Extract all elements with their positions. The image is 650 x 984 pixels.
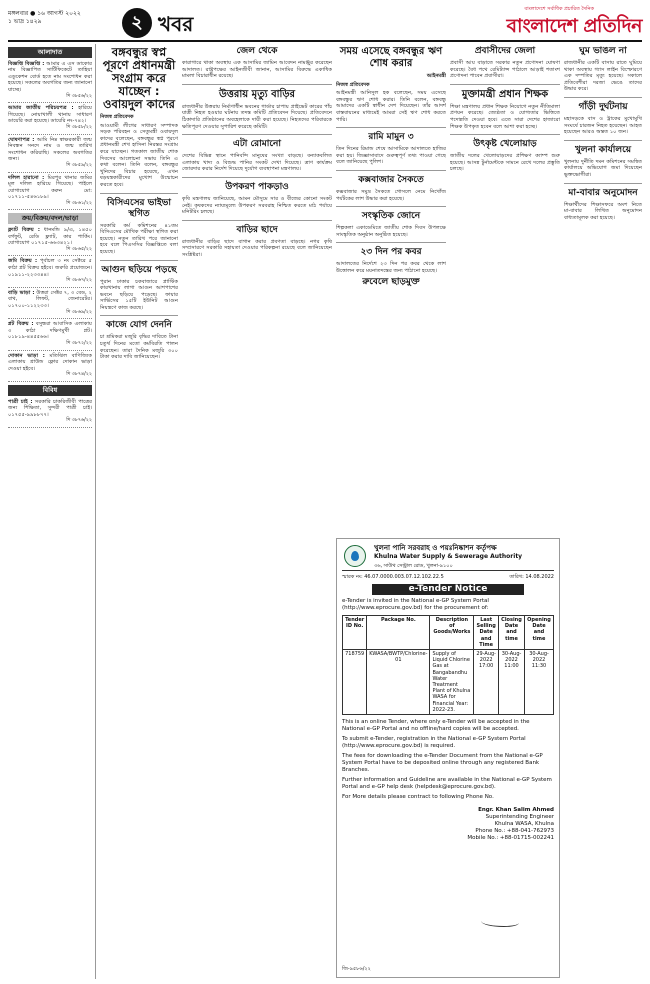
divider (336, 127, 446, 128)
article-body: আদালতের নির্দেশে ২৩ দিন পর কবর থেকে লাশ উত্তোলন করে ময়নাতদন্তের জন্য পাঠানো হয়েছে। (336, 261, 446, 274)
signer-agency: Khulna WASA, Khulna (494, 821, 554, 828)
tender-notice (336, 538, 560, 978)
tender-signature-block (342, 807, 554, 842)
article-body: কারাগারে থাকা অবস্থায় এক আসামির জামিন আবেদন নামঞ্জুর করেছেন আদালত। রাষ্ট্রপক্ষের আইনজীবী জানান, আসামির বিরুদ্ধে একাধিক মামলা বিচারাধীন রয়েছে। (182, 60, 332, 80)
header-rule (8, 40, 642, 42)
divider (450, 134, 560, 135)
date-gregorian: মঙ্গলবার ● ১৬ আগস্ট ২০২২ (8, 10, 81, 17)
divider (450, 84, 560, 85)
divider (182, 220, 332, 221)
tender-paragraph: The fees for downloading the e-Tender Document from the National e-GP System Portal have to be deposited online through any registered Bank Branches. (342, 753, 543, 774)
divider (564, 140, 642, 141)
headline: বাড়ির ছাদে (236, 224, 278, 235)
article-body: শিল্পকলা একাডেমিতে জাতীয় শোক দিবস উপলক্ষে সাংস্কৃতিক অনুষ্ঠান অনুষ্ঠিত হয়েছে। (336, 225, 446, 238)
news-column-e (450, 44, 560, 534)
news-column-f (564, 44, 642, 979)
headline: মা-বাবার অনুমোদন (568, 187, 638, 198)
classified-entry: ফ্ল্যাট বিক্রয় : ধানমন্ডি ৯/এ, ১৪৫০ বর্গফুট, রেডি ফ্ল্যাট, কার পার্কিং। যোগাযোগ ০১৭১৫-৬৬৩৪২১। দি ৩৮৬৫/২২ (8, 227, 92, 256)
headline: সংস্কৃতিক জোনে (361, 211, 421, 222)
headline: মুক্তামন্ত্রী প্রধান শিক্ষক (461, 88, 549, 100)
headline: জেল থেকে (236, 46, 278, 56)
article-body: শিক্ষার্থীদের শিক্ষাসফরে অংশ নিতে মা-বাবার লিখিত অনুমোদন বাধ্যতামূলক করা হয়েছে। (564, 201, 642, 221)
tender-paragraph: Further information and Guideline are available in the National e-GP System Portal and e-GP help desk (helpdesk@eprocure.gov.bd). (342, 777, 552, 791)
signer-designation: Superintending Engineer (485, 814, 554, 821)
article-body: আইনমন্ত্রী আনিসুল হক বলেছেন, সময় এসেছে বঙ্গবন্ধুর ঋণ শোধ করার। তিনি বলেন, বঙ্গবন্ধু আমাদের একটি স্বাধীন দেশ দিয়েছেন। তাঁর আদর্শ বাস্তবায়নের মাধ্যমেই আমরা সেই ঋণ শোধ করতে পারি। (336, 90, 446, 123)
divider (336, 206, 446, 207)
headline: ২৩ দিন পর কবর (360, 247, 422, 258)
article-body: রাজধানীর বাড়ির ছাদে বাগান করার প্রবণতা বাড়ছে। নগর কৃষি সম্প্রসারণে সরকারি সহায়তা দেওয়ার পরিকল্পনা রয়েছে বলে জানিয়েছেন সংশ্লিষ্টরা। (182, 238, 332, 258)
org-address: ৩৬, সাউথ সেন্ট্রাল রোড, খুলনা-৯১০০ (374, 563, 453, 569)
signer-name: Engr. Khan Salim Ahmed (478, 807, 554, 814)
article-body: জাতীয় দলের খেলোয়াড়দের প্রশিক্ষণ ক্যাম্প শুরু হয়েছে। আসন্ন টুর্নামেন্টকে সামনে রেখে দলের প্রস্তুতি চলছে। (450, 153, 560, 173)
headline: এটা রোমানো (233, 139, 281, 150)
column-header: Last Selling Date and Time (474, 616, 499, 650)
classified-entry: পাত্রী চাই : সরকারি চাকরিজীবী পাত্রের জন্য শিক্ষিতা, সুন্দরী পাত্রী চাই। ০১৭৫৫-৯৯৮৮৭৭। দি ৩৮৭৬/২২ (8, 399, 92, 428)
table-cell: 30-Aug-2022 11:00 (499, 650, 525, 715)
headline: উপকরণ পাকড়াও (225, 181, 289, 192)
tender-header (342, 543, 554, 571)
memo-number: স্মারক নং: 46.07.0000.003.07.12.102.22.5 (342, 574, 444, 580)
tender-title: e-Tender Notice (372, 584, 524, 595)
headline: কাজে যোগ দেননি (106, 320, 172, 331)
headline: উত্তরায় মৃত্যু বাড়ির (218, 88, 296, 100)
headline: রুবেলে ছাড়মুক্ত (362, 276, 420, 287)
article-body: রাজধানীর উত্তরায় নির্মাণাধীন ভবনের গার্ডার চাপায় প্রাইভেট কারের পাঁচ যাত্রী নিহত হওয়ার ঘটনায় তদন্ত কমিটি প্রতিবেদন দিয়েছে। প্রতিবেদনে ঠিকাদারি প্রতিষ্ঠানের অবহেলাকে দায়ী করা হয়েছে। নিহতদের পরিবারকে ক্ষতিপূরণ দেওয়ার সুপারিশ করেছে কমিটি। (182, 103, 332, 130)
article-body: কক্সবাজার সমুদ্র সৈকতে গোসলে নেমে নিখোঁজ পর্যটকের লাশ উদ্ধার করা হয়েছে। (336, 188, 446, 202)
news-column-c (182, 44, 332, 979)
classifieds-heading: আলাদাত (8, 47, 92, 58)
divider (100, 260, 178, 261)
article-body: সরকারি কর্ম কমিশনের ৪১তম বিসিএসের মৌখিক পরীক্ষা স্থগিত করা হয়েছে। নতুন তারিখ পরে জানানো হবে বলে পিএসসির বিজ্ঞপ্তিতে বলা হয়েছে। (100, 222, 178, 255)
divider (182, 177, 332, 178)
section-title: খবর (158, 12, 194, 36)
page-header (8, 6, 642, 40)
signer-mobile: Mobile No.: +88-01715-002241 (467, 835, 554, 842)
table-row (343, 650, 554, 715)
article-body: চা শ্রমিকরা মজুরি বৃদ্ধির দাবিতে টানা চতুর্থ দিনের মতো কর্মবিরতি পালন করেছেন। তারা দৈনিক মজুরি ৩০০ টাকা করার দাবি জানিয়েছেন। (100, 334, 178, 361)
memo-date: তারিখ: 14.08.2022 (509, 574, 554, 580)
page-number: ২ (122, 8, 152, 38)
headline: কক্সবাজার সৈকতে (358, 174, 424, 185)
tender-table (342, 615, 554, 715)
masthead-tagline: বাংলাদেশে সর্বাধিক প্রচারিত দৈনিক (524, 6, 594, 12)
column-header: Tender ID No. (343, 616, 367, 650)
classified-entry: বাড়ি ভাড়া : উত্তরা সেক্টর ৭, ৩ বেড, ২ বাথ, লিফট, জেনারেটর। ০১৭০০-১১২২৩৩। দি ৩৮৬৯/২২ (8, 290, 92, 319)
tender-paragraph: This is an online Tender, where only e-Tender will be accepted in the National e-GP Portal and no offline/hard copies will be accepted. (342, 719, 530, 733)
headline: গাঁড়ী দুর্ঘটনায় (578, 101, 628, 112)
news-column-d (336, 44, 446, 534)
headline: বিসিএসের ভাইভা স্থগিত (107, 197, 171, 219)
article-body: মহাসড়কে বাস ও ট্রাকের মুখোমুখি সংঘর্ষে চারজন নিহত হয়েছেন। আহত হয়েছেন আরও অন্তত ১০ জন। (564, 115, 642, 136)
column-header: Closing Date and time (499, 616, 525, 650)
divider (564, 183, 642, 184)
article-body: খুলনায় দুর্নীতি দমন কমিশনের সমন্বিত কার্যালয়ে অভিযোগ জমা দিয়েছেন ভুক্তভোগীরা। (564, 158, 642, 178)
divider (564, 97, 642, 98)
misc-heading: বিবিধ (8, 385, 92, 396)
headline: উৎকৃষ্ট খেলোয়াড় (473, 139, 537, 150)
signature-mark (481, 917, 519, 927)
news-column-b (100, 44, 178, 979)
divider (336, 242, 446, 243)
table-cell: 30-Aug-2022 11:30 (525, 650, 554, 715)
article-body: আওয়ামী লীগের সাধারণ সম্পাদক সড়ক পরিবহন ও সেতুমন্ত্রী ওবায়দুল কাদের বলেছেন, বঙ্গবন্ধুর স্বপ্ন পূরণে প্রধানমন্ত্রী শেখ হাসিনা নিরন্তর সংগ্রাম করে যাচ্ছেন। গতকাল জাতীয় শোক দিবসের আলোচনা সভায় তিনি এ কথা বলেন। তিনি বলেন, বঙ্গবন্ধুর খুনিদের বিচার হয়েছে, এখন ষড়যন্ত্রকারীদের মুখোশ উন্মোচন করতে হবে। (100, 122, 178, 188)
headline: আগুন ছড়িয়ে পড়ছে (101, 264, 177, 275)
masthead-logo (492, 6, 642, 38)
headline: বঙ্গবন্ধুর স্বপ্ন পূরণে প্রধানমন্ত্রী সংগ্রাম করে যাচ্ছেন : ওবায়দুল কাদের (102, 45, 176, 111)
tender-paragraph: To submit e-Tender, registration in the National e-GP System Portal (http://www.eprocure.gov.bd) is required. (342, 736, 526, 750)
classified-entry: দলিল হারানো : মিরপুর থানার জমির মূল দলিল হারিয়ে গিয়েছে। পাইলে যোগাযোগ করুন মো: ০১৭১১-৫৪৬১৮৯। দি ৩৮৬১/২২ (8, 175, 92, 211)
article-body: প্রবাসী আয় বাড়াতে সরকার নতুন প্রণোদনা ঘোষণা করেছে। বৈধ পথে রেমিট্যান্স পাঠালে আড়াই শতাংশ প্রণোদনা পাবেন প্রবাসীরা। (450, 60, 560, 80)
headline-sub: আইনমন্ত্রী (426, 73, 446, 79)
rent-sale-heading: ক্রয়/বিক্রয়/বদল/ভাড়া (8, 213, 92, 224)
classified-entry: আমার জাতীয় পরিচয়পত্র : হারিয়ে গিয়েছে। নোয়াখালী থানায় সাধারণ ডায়েরি করা হয়েছে। ডায়েরি নং-৭৪২। দি ৩৮৫৮/২২ (8, 105, 92, 134)
org-name-english: Khulna Water Supply & Sewerage Authority (374, 552, 523, 560)
article-body: রাজধানীর একটি বাসায় রাতে ঘুমিয়ে থাকা অবস্থায় গ্যাস লাইন বিস্ফোরণে এক দম্পতির মৃত্যু হয়েছে। সকালে প্রতিবেশীরা দরজা ভেঙে তাদের উদ্ধার করে। (564, 60, 642, 93)
date-bangla: ১ ভাদ্র ১৪২৯ (8, 18, 42, 25)
divider (100, 193, 178, 194)
headline: খুলনা কার্যালয়ে (574, 144, 632, 155)
article-body: শিক্ষা মন্ত্রণালয় প্রধান শিক্ষক নিয়োগে নতুন নীতিমালা প্রণয়ন করেছে। জ্যেষ্ঠতা ও যোগ্যতার ভিত্তিতে পদোন্নতি দেওয়া হবে। এতে সারা দেশের হাজারো শিক্ষক উপকৃত হবেন বলে আশা করা হচ্ছে। (450, 103, 560, 130)
headline: সময় এসেছে বঙ্গবন্ধুর ঋণ শোধ করার (339, 46, 443, 69)
tender-memo-line (342, 574, 554, 581)
divider (182, 84, 332, 85)
table-header-row (343, 616, 554, 650)
tender-paragraph: For More details please contract to following Phone No. (342, 794, 494, 801)
org-name-bangla: খুলনা পানি সরবরাহ ও পয়ঃনিষ্কাশন কর্তৃপক্ষ (374, 544, 497, 552)
table-cell: KWASA/BWTP/Chlorine-01 (367, 650, 430, 715)
article-body: কৃষি মন্ত্রণালয় জানিয়েছে, আমন মৌসুমে সার ও বীজের কোনো সংকট নেই। কৃষকদের ন্যায্যমূল্যে উপকরণ সরবরাহ নিশ্চিত করতে মাঠ পর্যায়ে মনিটরিং চলছে। (182, 195, 332, 216)
article-body: পুরান ঢাকার চকবাজারে প্লাস্টিক কারখানায় লাগা আগুন আশপাশের ভবনে ছড়িয়ে পড়েছে। ফায়ার সার্ভিসের ১৫টি ইউনিট আগুন নিয়ন্ত্রণে কাজ করছে। (100, 278, 178, 311)
headline: ঘুম ভাঙল না (579, 46, 627, 56)
column-header: Package No. (367, 616, 430, 650)
masthead-brand: বাংলাদেশ প্রতিদিন (506, 15, 642, 37)
tender-organization (374, 544, 522, 571)
byline: নিজস্ব প্রতিবেদক (100, 114, 134, 120)
divider (336, 170, 446, 171)
table-cell: 718759 (343, 650, 367, 715)
headline: প্রবাসীদের জেলা (474, 46, 536, 56)
issue-date (8, 10, 118, 26)
ad-reference: জি-৯৫৮৬/২২ (342, 966, 371, 972)
headline: রামি মামুন ৩ (368, 132, 414, 143)
column-header: Description of Goods/Works (430, 616, 474, 650)
table-cell: Supply of Liquid Chlorine Gas at Bangabandhu Water Treatment Plant of Khulna WASA for Financial Year: 2022-23. (430, 650, 474, 715)
classified-entry: ঘোষণাপত্র : আমি নিম্ন স্বাক্ষরকারী জন্ম নিবন্ধন সনদে নাম ও জন্ম তারিখ সংশোধন করিয়াছি। সকলের অবগতির জন্য। দি ৩৮৫৯/২২ (8, 137, 92, 173)
classified-entry: দোকান ভাড়া : মতিঝিল বাণিজ্যিক এলাকায় গ্রাউন্ড ফ্লোর দোকান ভাড়া দেওয়া হইবে। দি ৩৮৭৪/২২ (8, 353, 92, 382)
wasa-logo-icon (344, 545, 366, 567)
signer-phone: Phone No.: +88-041-762973 (475, 828, 554, 835)
classifieds-column (8, 44, 96, 979)
divider (182, 134, 332, 135)
column-header: Opening Date and time (525, 616, 554, 650)
classified-entry: প্লট বিক্রয় : বসুন্ধরা আবাসিক এলাকায় ৩ কাঠা দক্ষিণমুখী প্লট। ০১৮১৯-৪৪৫৫৬৬। দি ৩৮৭২/২২ (8, 321, 92, 350)
byline: নিজস্ব প্রতিবেদক (336, 81, 370, 88)
classified-entry: জমি বিক্রয় : পূর্বাচল ৩ নং সেক্টরে ৫ কাঠা প্লট বিক্রয় হইবে। জরুরি প্রয়োজনে। ০১৯১১-২২৩৩৪৪। দি ৩৮৬৭/২২ (8, 258, 92, 287)
classified-entry: বিজ্ঞপ্তি বিজ্ঞপ্তি : আমার এ এস ডাকোর নাম বিজ্ঞাপিত সার্টিফিকেটে তাহিয়া এডুকেশন বোর্ড হতে নাম সংশোধন করা হয়েছে। সকলের অবগতির জন্য জানানো যাচ্ছে। দি ৩৮৫৬/২২ (8, 61, 92, 104)
divider (100, 315, 178, 316)
tender-intro: e-Tender is invited in the National e-GP System Portal (http://www.eprocure.gov.bd) for the procurement of: (342, 598, 489, 611)
article-body: তিন দিনের রিমান্ড শেষে আসামিকে আদালতে হাজির করা হয়। জিজ্ঞাসাবাদে গুরুত্বপূর্ণ তথ্য পাওয়া গেছে বলে জানিয়েছে পুলিশ। (336, 146, 446, 166)
article-body: দেশের বিভিন্ন স্থানে পানিবন্দি মানুষের সংখ্যা বাড়ছে। বন্যাকবলিত এলাকায় খাদ্য ও বিশুদ্ধ পানির সংকট দেখা দিয়েছে। ত্রাণ কার্যক্রম জোরদার করার নির্দেশ দিয়েছে দুর্যোগ ব্যবস্থাপনা মন্ত্রণালয়। (182, 153, 332, 173)
table-cell: 29-Aug-2022 17:00 (474, 650, 499, 715)
